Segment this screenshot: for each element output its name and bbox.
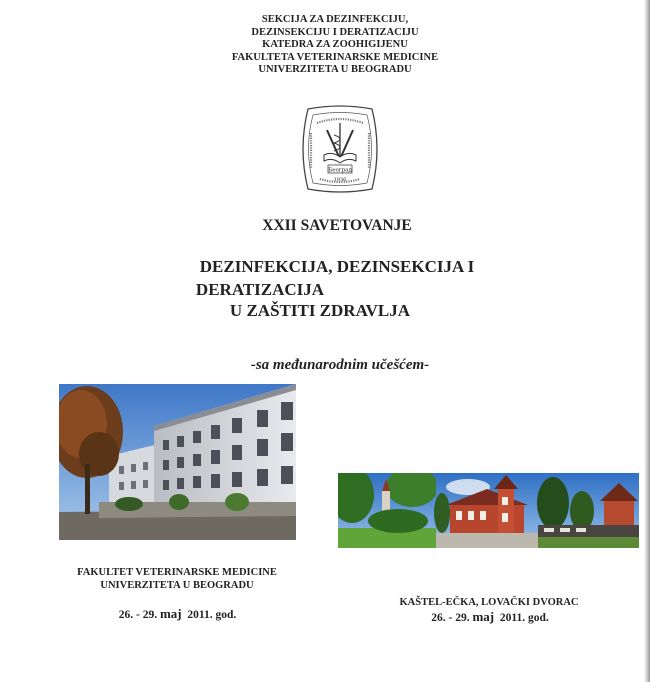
faculty-venue-caption xyxy=(60,567,294,592)
date-year: 2011. god. xyxy=(181,609,237,621)
event-title: XXII SAVETOVANJE xyxy=(262,217,412,234)
header-line: KATEDRA ZA ZOOHIGIJENU xyxy=(262,39,408,50)
header-line: SEKCIJA ZA DEZINFEKCIJU, xyxy=(261,14,409,25)
logo-city-text: Београд xyxy=(328,167,352,174)
kastel-event-date xyxy=(400,611,580,625)
kastel-ecka-photo-strip xyxy=(338,473,639,548)
header-line: UNIVERZITETA U BEOGRADU xyxy=(258,64,412,75)
date-month: maj xyxy=(472,609,495,624)
international-participation-subtitle: -sa međunarodnim učešćem- xyxy=(250,357,430,373)
organizer-header xyxy=(180,14,490,77)
logo-year-text: 1936 xyxy=(333,177,347,183)
date-range: 26. - 29. xyxy=(118,609,160,621)
date-range: 26. - 29. xyxy=(431,612,473,624)
event-topic-line-3: U ZAŠTITI ZDRAVLJA xyxy=(229,301,411,320)
faculty-venue-line-1: FAKULTET VETERINARSKE MEDICINE xyxy=(77,567,277,578)
page-edge-shadow xyxy=(644,0,650,682)
header-line: FAKULTETA VETERINARSKE MEDICINE xyxy=(231,51,439,63)
faculty-seal-logo xyxy=(298,103,382,195)
faculty-event-date xyxy=(90,608,265,622)
kastel-venue-caption: KAŠTEL-EČKA, LOVAČKI DVORAC xyxy=(399,597,579,608)
date-month: maj xyxy=(159,606,182,621)
date-year: 2011. god. xyxy=(494,612,549,624)
faculty-building-photo xyxy=(59,384,296,540)
event-topic-line-2: DERATIZACIJA xyxy=(195,280,325,299)
faculty-venue-line-2: UNIVERZITETA U BEOGRADU xyxy=(100,579,254,591)
event-topic-line-1: DEZINFEKCIJA, DEZINSEKCIJA I xyxy=(199,257,475,276)
header-line: DEZINSEKCIJU I DERATIZACIJU xyxy=(251,26,419,38)
